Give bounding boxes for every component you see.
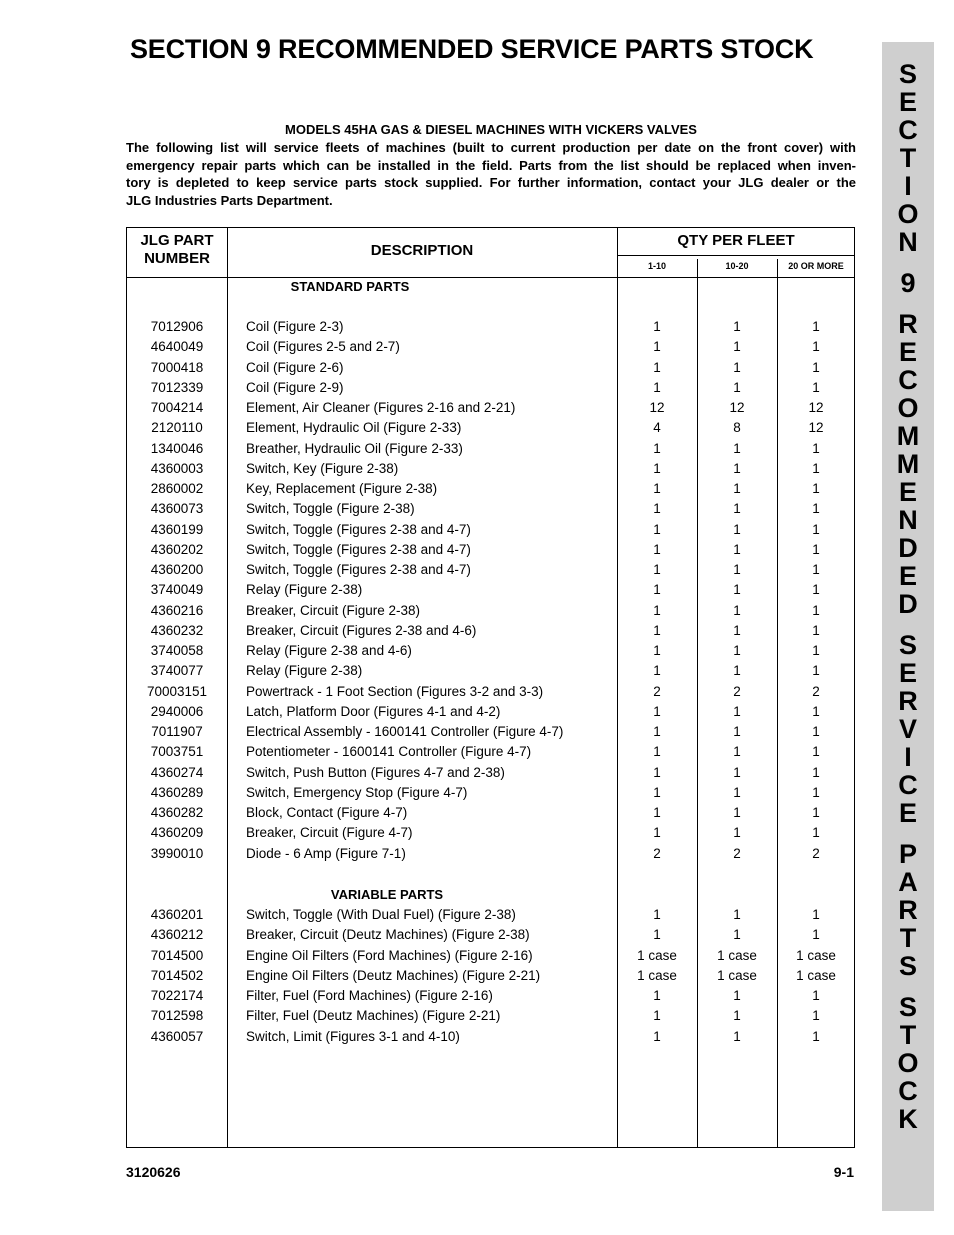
qty-1-10: 1 — [653, 764, 661, 780]
side-tab-letter: T — [899, 1020, 917, 1050]
qty-10-20: 1 — [733, 440, 741, 456]
side-tab-letter: N — [898, 227, 918, 257]
qty-10-20: 1 — [733, 1028, 741, 1044]
qty-1-10: 1 case — [637, 947, 677, 963]
part-number: 3740058 — [150, 643, 204, 658]
table-row — [127, 360, 854, 380]
side-tab-letter: C — [898, 365, 918, 395]
part-description: Breather, Hydraulic Oil (Figure 2-33) — [246, 440, 463, 456]
qty-10-20: 1 — [733, 825, 741, 841]
table-row — [127, 461, 854, 481]
part-description: Engine Oil Filters (Deutz Machines) (Figure 2-21) — [246, 967, 541, 983]
qty-20-more: 1 — [812, 744, 820, 760]
side-tab-letter: S — [898, 992, 917, 1022]
side-tab-letter: D — [898, 589, 918, 619]
part-description: Switch, Key (Figure 2-38) — [246, 460, 399, 476]
qty-header-divider — [617, 255, 854, 256]
side-tab-letter: E — [898, 561, 917, 591]
header-qty-20-more: 20 OR MORE — [788, 261, 844, 271]
side-tab-letter: C — [898, 1076, 918, 1106]
part-number: 4360216 — [150, 602, 204, 618]
qty-20-more: 1 — [812, 582, 820, 598]
side-tab-letter: O — [897, 393, 919, 423]
side-tab-letter: T — [899, 923, 917, 953]
part-description: Switch, Push Button (Figures 4-7 and 2-38) — [246, 764, 505, 780]
qty-1-10: 4 — [653, 420, 661, 436]
part-number: 2120110 — [151, 420, 203, 436]
qty-10-20: 12 — [729, 400, 745, 415]
part-description: Switch, Toggle (Figures 2-38 and 4-7) — [246, 562, 471, 577]
header-divider — [127, 277, 854, 278]
part-number: 3740049 — [150, 582, 204, 598]
qty-20-more: 1 — [812, 481, 820, 496]
table-row — [127, 948, 854, 968]
table-row — [127, 907, 854, 927]
header-part-line2: NUMBER — [144, 250, 210, 267]
qty-1-10: 1 — [653, 724, 661, 739]
part-description: Switch, Toggle (Figure 2-38) — [246, 501, 415, 517]
qty-20-more: 1 — [812, 1028, 820, 1044]
intro-line: tory is depleted to keep service parts stock supplied. For further information, contact your JLG dealer or the — [126, 175, 856, 190]
part-description: Switch, Limit (Figures 3-1 and 4-10) — [246, 1028, 460, 1044]
part-description: Coil (Figure 2-3) — [246, 319, 344, 334]
part-description: Coil (Figure 2-6) — [246, 359, 344, 375]
qty-20-more: 1 — [812, 1008, 820, 1024]
part-description: Electrical Assembly - 1600141 Controller (Figure 4-7) — [246, 724, 564, 739]
side-tab-letter: E — [898, 337, 917, 367]
table-row — [127, 319, 854, 339]
qty-1-10: 1 — [653, 582, 661, 598]
part-description: Diode - 6 Amp (Figure 7-1) — [246, 845, 406, 861]
table-row — [127, 744, 854, 764]
part-description: Block, Contact (Figure 4-7) — [246, 805, 408, 820]
part-number: 4360282 — [150, 805, 204, 820]
qty-20-more: 1 case — [796, 947, 836, 963]
qty-20-more: 1 — [812, 927, 820, 943]
part-description: Potentiometer - 1600141 Controller (Figure 4-7) — [246, 744, 532, 760]
qty-1-10: 1 — [653, 440, 661, 456]
part-description: Switch, Toggle (Figures 2-38 and 4-7) — [246, 521, 471, 537]
qty-10-20: 1 — [733, 562, 741, 577]
qty-10-20: 1 — [733, 359, 741, 375]
part-number: 4360057 — [150, 1028, 204, 1044]
qty-10-20: 1 — [733, 541, 741, 557]
part-number: 7012598 — [150, 1008, 204, 1024]
side-tab-letter: E — [898, 658, 917, 688]
intro-line: emergency repair parts which can be installed in the field. Parts from the list should be replaced when inven- — [126, 157, 856, 173]
part-description: Filter, Fuel (Ford Machines) (Figure 2-16) — [246, 988, 493, 1003]
qty-10-20: 1 case — [717, 947, 757, 963]
table-row — [127, 988, 854, 1008]
intro-line: JLG Industries Parts Department. — [126, 192, 333, 208]
table-row — [127, 339, 854, 359]
table-row — [127, 1029, 854, 1049]
qty-20-more: 1 — [812, 339, 820, 355]
part-number: 3740077 — [150, 663, 204, 679]
qty-20-more: 1 — [812, 541, 820, 557]
qty-20-more: 1 — [812, 724, 820, 739]
qty-1-10: 1 — [653, 805, 661, 820]
qty-10-20: 1 — [733, 339, 741, 355]
part-description: Powertrack - 1 Foot Section (Figures 3-2 and 3-3) — [246, 683, 544, 699]
table-row — [127, 805, 854, 825]
table-row — [127, 968, 854, 988]
qty-1-10: 1 — [653, 562, 661, 577]
part-number: 7011907 — [151, 724, 203, 739]
part-description: Switch, Emergency Stop (Figure 4-7) — [246, 784, 468, 800]
part-number: 4640049 — [150, 339, 204, 355]
table-row — [127, 825, 854, 845]
qty-1-10: 1 — [653, 501, 661, 517]
side-tab-letter: C — [898, 770, 918, 800]
qty-20-more: 1 — [812, 663, 820, 679]
part-description: Relay (Figure 2-38) — [246, 582, 363, 598]
side-tab-letter: O — [897, 1048, 919, 1078]
table-row — [127, 582, 854, 602]
part-number: 4360212 — [150, 927, 204, 943]
part-description: Element, Air Cleaner (Figures 2-16 and 2-21) — [246, 400, 516, 415]
part-description: Relay (Figure 2-38 and 4-6) — [246, 643, 412, 658]
qty-10-20: 1 — [733, 643, 741, 658]
part-number: 4360274 — [150, 764, 204, 780]
qty-20-more: 1 — [812, 764, 820, 780]
qty-20-more: 1 — [812, 907, 820, 922]
part-description: Switch, Toggle (Figures 2-38 and 4-7) — [246, 541, 471, 557]
qty-10-20: 1 — [733, 582, 741, 598]
side-tab-letter: 9 — [900, 268, 916, 298]
side-tab-letter: R — [898, 309, 918, 339]
qty-10-20: 1 — [733, 805, 741, 820]
header-part-line1: JLG PART — [140, 232, 214, 249]
side-tab-letter: C — [898, 115, 918, 145]
qty-1-10: 1 — [653, 460, 661, 476]
part-number: 4360073 — [150, 501, 204, 517]
qty-1-10: 1 — [653, 825, 661, 841]
part-number: 7000418 — [150, 359, 204, 375]
table-row — [127, 481, 854, 501]
part-description: Coil (Figure 2-9) — [246, 379, 344, 395]
qty-1-10: 1 — [653, 481, 661, 496]
side-tab-letter: M — [896, 449, 920, 479]
part-number: 70003151 — [146, 683, 208, 699]
side-tab-letter: S — [898, 630, 917, 660]
qty-1-10: 1 — [653, 319, 661, 334]
qty-1-10: 1 — [653, 643, 661, 658]
side-tab-letter: S — [898, 951, 917, 981]
qty-20-more: 1 — [812, 805, 820, 820]
side-tab-letter: R — [898, 895, 918, 925]
qty-10-20: 1 — [733, 764, 741, 780]
table-row — [127, 643, 854, 663]
qty-20-more: 12 — [808, 420, 824, 436]
qty-20-more: 2 — [812, 683, 820, 699]
qty-10-20: 1 — [733, 988, 741, 1003]
qty-20-more: 1 — [812, 562, 820, 577]
side-tab-letter: P — [898, 839, 917, 869]
side-tab-letter: E — [898, 477, 917, 507]
part-number: 7014500 — [150, 947, 204, 963]
intro-paragraph — [126, 139, 856, 209]
table-row — [127, 623, 854, 643]
table-row — [127, 522, 854, 542]
table-row — [127, 663, 854, 683]
parts-table — [126, 227, 855, 1148]
part-number: 4360202 — [150, 541, 204, 557]
part-description: Breaker, Circuit (Figures 2-38 and 4-6) — [246, 622, 477, 638]
part-description: Engine Oil Filters (Ford Machines) (Figure 2-16) — [246, 947, 533, 963]
side-tab-letter: I — [904, 171, 912, 201]
part-description: Breaker, Circuit (Deutz Machines) (Figure 2-38) — [246, 927, 530, 943]
qty-20-more: 1 case — [796, 967, 836, 983]
qty-10-20: 1 — [733, 460, 741, 476]
qty-1-10: 1 — [653, 379, 661, 395]
document-number: 3120626 — [126, 1164, 181, 1180]
section-side-tab — [882, 42, 934, 1211]
qty-1-10: 1 — [653, 927, 661, 943]
qty-20-more: 1 — [812, 784, 820, 800]
qty-10-20: 1 case — [717, 967, 757, 983]
table-row — [127, 603, 854, 623]
page-number: 9-1 — [833, 1164, 854, 1180]
qty-10-20: 1 — [733, 602, 741, 618]
side-tab-letter: O — [897, 199, 919, 229]
side-tab-letter: N — [898, 505, 918, 535]
part-number: 2860002 — [150, 481, 204, 496]
qty-10-20: 1 — [733, 521, 741, 537]
table-row — [127, 724, 854, 744]
qty-20-more: 1 — [812, 703, 820, 719]
side-tab-letter: E — [898, 798, 917, 828]
qty-1-10: 1 — [653, 907, 661, 922]
qty-10-20: 1 — [733, 927, 741, 943]
qty-10-20: 2 — [733, 845, 741, 861]
part-description: Element, Hydraulic Oil (Figure 2-33) — [246, 420, 462, 436]
part-description: Key, Replacement (Figure 2-38) — [246, 481, 438, 496]
header-qty-per-fleet: QTY PER FLEET — [677, 232, 795, 249]
part-number: 1340046 — [150, 440, 204, 456]
qty-1-10: 1 — [653, 359, 661, 375]
qty-10-20: 1 — [733, 784, 741, 800]
qty-10-20: 1 — [733, 663, 741, 679]
qty-1-10: 1 — [653, 602, 661, 618]
part-number: 4360199 — [150, 521, 204, 537]
qty-10-20: 1 — [733, 1008, 741, 1024]
part-number: 4360200 — [150, 562, 204, 577]
header-qty-1-10: 1-10 — [647, 261, 666, 271]
qty-20-more: 1 — [812, 602, 820, 618]
qty-20-more: 1 — [812, 379, 820, 395]
part-number: 7012906 — [150, 319, 204, 334]
qty-20-more: 1 — [812, 988, 820, 1003]
qty-1-10: 1 case — [637, 967, 677, 983]
table-row — [127, 420, 854, 440]
qty-1-10: 1 — [653, 703, 661, 719]
qty-20-more: 1 — [812, 501, 820, 517]
side-tab-letter: V — [898, 714, 917, 744]
part-number: 3990010 — [150, 845, 204, 861]
table-row — [127, 501, 854, 521]
standard-parts-label: STANDARD PARTS — [290, 279, 410, 294]
table-row — [127, 785, 854, 805]
qty-1-10: 1 — [653, 339, 661, 355]
variable-parts-label: VARIABLE PARTS — [330, 887, 444, 902]
qty-10-20: 1 — [733, 501, 741, 517]
side-tab-letter: T — [899, 143, 917, 173]
side-tab-letter: S — [898, 59, 917, 89]
part-number: 4360201 — [150, 907, 204, 922]
page-title: SECTION 9 RECOMMENDED SERVICE PARTS STOCK — [130, 34, 814, 64]
models-subheading: MODELS 45HA GAS & DIESEL MACHINES WITH VICKERS VALVES — [285, 122, 697, 137]
qty-20-more: 1 — [812, 440, 820, 456]
qty-1-10: 1 — [653, 784, 661, 800]
part-number: 4360289 — [150, 784, 204, 800]
qty-1-10: 2 — [653, 845, 661, 861]
qty-10-20: 1 — [733, 481, 741, 496]
qty-20-more: 1 — [812, 319, 820, 334]
table-row — [127, 927, 854, 947]
qty-1-10: 1 — [653, 663, 661, 679]
part-description: Breaker, Circuit (Figure 2-38) — [246, 602, 421, 618]
part-description: Latch, Platform Door (Figures 4-1 and 4-2) — [246, 703, 501, 719]
table-row — [127, 542, 854, 562]
qty-20-more: 12 — [808, 400, 824, 415]
table-row — [127, 441, 854, 461]
part-description: Coil (Figures 2-5 and 2-7) — [246, 339, 400, 355]
table-row — [127, 684, 854, 704]
part-number: 7012339 — [150, 379, 204, 395]
qty-10-20: 1 — [733, 622, 741, 638]
side-tab-letter: K — [898, 1104, 918, 1134]
header-part-number — [127, 232, 227, 268]
table-row — [127, 765, 854, 785]
part-description: Switch, Toggle (With Dual Fuel) (Figure 2-38) — [246, 907, 516, 922]
part-description: Relay (Figure 2-38) — [246, 663, 363, 679]
intro-line: The following list will service fleets of machines (built to current production per date on the front cover) with — [126, 140, 856, 155]
table-row — [127, 1008, 854, 1028]
qty-20-more: 1 — [812, 643, 820, 658]
qty-10-20: 1 — [733, 724, 741, 739]
header-qty-10-20: 10-20 — [725, 261, 749, 271]
qty-1-10: 1 — [653, 541, 661, 557]
qty-20-more: 2 — [812, 845, 820, 861]
table-row — [127, 562, 854, 582]
part-number: 7003751 — [150, 744, 204, 760]
side-tab-letter: A — [898, 867, 918, 897]
qty-1-10: 1 — [653, 1028, 661, 1044]
qty-20-more: 1 — [812, 460, 820, 476]
part-number: 4360003 — [150, 460, 204, 476]
qty-20-more: 1 — [812, 521, 820, 537]
qty-1-10: 1 — [653, 521, 661, 537]
qty-1-10: 1 — [653, 622, 661, 638]
side-tab-letter: M — [896, 421, 920, 451]
qty-1-10: 12 — [649, 400, 665, 415]
side-tab-letter: D — [898, 533, 918, 563]
qty-10-20: 1 — [733, 744, 741, 760]
qty-1-10: 1 — [653, 744, 661, 760]
qty-10-20: 1 — [733, 319, 741, 334]
qty-10-20: 1 — [733, 907, 741, 922]
qty-20-more: 1 — [812, 359, 820, 375]
qty-1-10: 2 — [653, 683, 661, 699]
table-row — [127, 400, 854, 420]
part-number: 7004214 — [150, 400, 204, 415]
table-row — [127, 380, 854, 400]
qty-10-20: 2 — [733, 683, 741, 699]
part-description: Filter, Fuel (Deutz Machines) (Figure 2-21) — [246, 1008, 501, 1024]
qty-1-10: 1 — [653, 1008, 661, 1024]
side-tab-letter: I — [904, 742, 912, 772]
side-tab-letter: E — [898, 87, 917, 117]
qty-1-10: 1 — [653, 988, 661, 1003]
part-number: 7014502 — [150, 967, 204, 983]
part-number: 2940006 — [150, 703, 204, 719]
qty-10-20: 1 — [733, 703, 741, 719]
table-row — [127, 846, 854, 866]
side-tab-letter: R — [898, 686, 918, 716]
part-number: 7022174 — [150, 988, 204, 1003]
part-number: 4360232 — [150, 622, 204, 638]
qty-20-more: 1 — [812, 825, 820, 841]
header-description: DESCRIPTION — [370, 242, 474, 259]
part-number: 4360209 — [150, 825, 204, 841]
table-row — [127, 704, 854, 724]
qty-10-20: 1 — [733, 379, 741, 395]
part-description: Breaker, Circuit (Figure 4-7) — [246, 825, 413, 841]
qty-20-more: 1 — [812, 622, 820, 638]
qty-10-20: 8 — [733, 420, 741, 436]
